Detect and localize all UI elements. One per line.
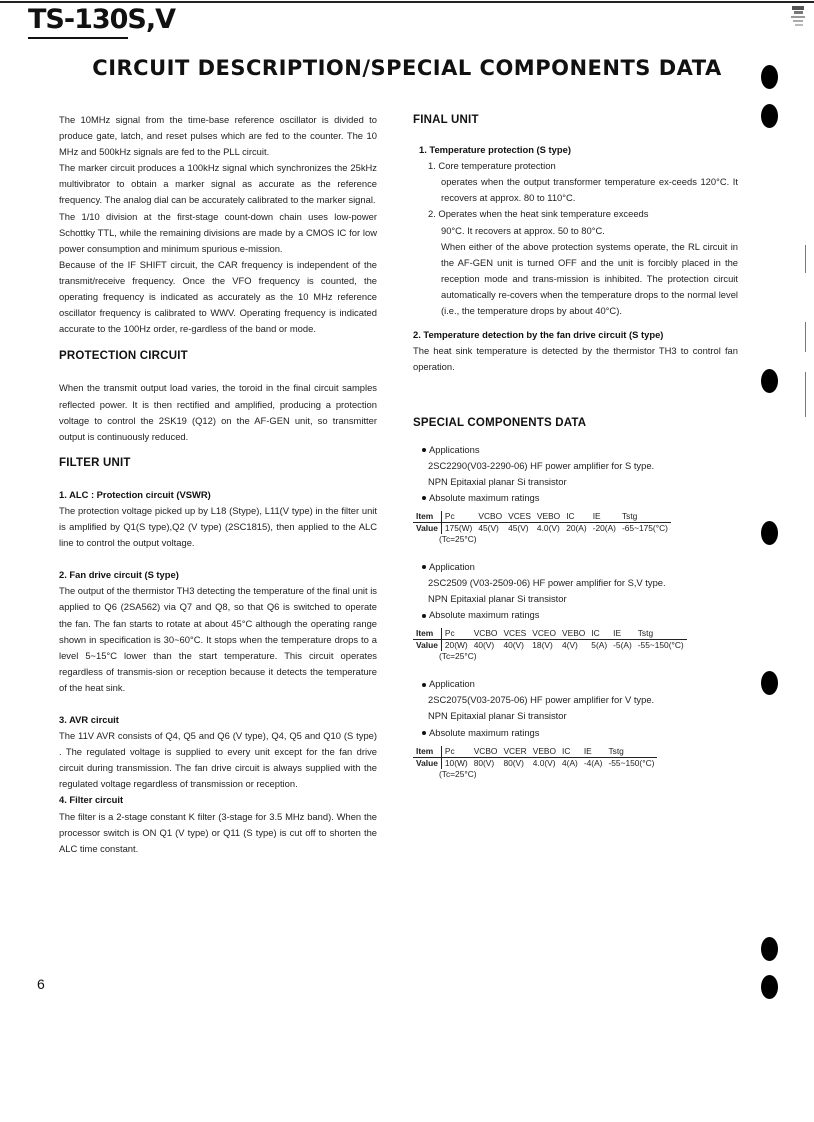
table-value-cell: Value: [413, 522, 441, 534]
component-application-heading: Application: [413, 559, 738, 575]
top-rule: [0, 1, 814, 3]
table-value-cell: 40(V): [503, 640, 524, 651]
temp-protection-item2-title: 2. Operates when the heat sink temperature exceeds: [428, 208, 649, 220]
ratings-heading: Absolute maximum ratings: [413, 725, 738, 741]
filter-circuit-heading: 4. Filter circuit: [59, 794, 124, 806]
bullet-icon: [422, 731, 426, 735]
intro-paragraph: Because of the IF SHIFT circuit, the CAR frequency is independent of the transmit/receive frequency. Once the VFO frequency is counted, the operating frequency is indicated as accurately as the 10 MHz reference oscillator frequency is calibrated to WWV. Operating frequency is indicated accurate to the 100Hz order, re-gardless of the band or mode.: [59, 258, 377, 335]
table-value-cell: 80(V): [503, 757, 524, 768]
table-value-cell: -20(A): [592, 522, 616, 533]
table-value-cell: 45(V): [478, 522, 499, 533]
table-header-cell: VEBO: [534, 511, 563, 523]
bullet-icon: [422, 496, 426, 500]
table-value-cell: -65~175(°C): [621, 522, 668, 533]
table-value-cell: 20(A): [566, 522, 587, 533]
binder-hole-icon: [761, 65, 778, 89]
component-application-heading: Applications: [413, 442, 738, 458]
table-header-cell: VCBO: [475, 511, 505, 523]
final-unit-heading: FINAL UNIT: [413, 114, 479, 126]
table-value-cell: Value: [413, 757, 441, 769]
scan-edge-mark: [805, 372, 806, 417]
binder-hole-icon: [761, 671, 778, 695]
temp-protection-item1-title: 1. Core temperature protection: [428, 160, 556, 172]
table-header-cell: Tstg: [605, 746, 657, 758]
component-type: NPN Epitaxial planar Si transistor: [428, 593, 567, 605]
table-value-cell: 18(V): [532, 640, 553, 651]
fan-drive-heading: 2. Fan drive circuit (S type): [59, 569, 179, 581]
table-value-cell: 80(V): [473, 757, 495, 768]
intro-paragraph: The 10MHz signal from the time-base reference oscillator is divided to produce gate, latch, and reset pulses which are fed to the counter. The 10 MHz and 500kHz signals are fed to the PLL circuit.: [59, 114, 377, 158]
table-header-cell: IC: [563, 511, 589, 523]
table-value-cell: -5(A): [613, 640, 632, 651]
page-title: CIRCUIT DESCRIPTION/SPECIAL COMPONENTS DATA: [92, 56, 722, 80]
binder-hole-icon: [761, 521, 778, 545]
table-value-cell: 45(V): [508, 522, 529, 533]
temp-protection-item1-text: operates when the output transformer temperature ex-ceeds 120°C. It recovers at approx. 80 to 110°C.: [441, 176, 738, 204]
intro-paragraph: The 1/10 division at the first-stage count-down chain uses low-power Schottky TTL, while the remaining divisions are made by a CMOS IC for low power consumption and minimum spurious e-mission.: [59, 210, 377, 254]
table-value-cell: 4.0(V): [532, 757, 556, 768]
component-application-heading: Application: [413, 676, 738, 692]
avr-text: The 11V AVR consists of Q4, Q5 and Q6 (V type), Q4, Q5 and Q10 (S type) . The regulated voltage is supplied to every unit except for the fan drive circuit during transmission. The fan drive circuit is always supplied with the regulated voltage regardless of transmission or reception.: [59, 730, 377, 790]
table-header-cell: VCES: [500, 628, 529, 640]
component-type: NPN Epitaxial planar Si transistor: [428, 475, 567, 487]
scan-edge-mark: [805, 245, 806, 273]
avr-heading: 3. AVR circuit: [59, 714, 119, 725]
table-header-cell: VCES: [505, 511, 534, 523]
table-header-cell: IE: [581, 746, 606, 758]
table-value-cell: -55~150(°C): [637, 640, 684, 651]
component-description: 2SC2290(V03-2290-06) HF power amplifier for S type.: [428, 459, 655, 471]
alc-text: The protection voltage picked up by L18 (Stype), L11(V type) in the filter unit is amplified by Q1(S type),Q2 (V type) (2SC1815), then applied to the ALC line to control the output voltage.: [59, 504, 377, 549]
protection-text: When the transmit output load varies, the toroid in the final circuit samples reflected power. It is then rectified and amplified, producing a protection voltage to control the 2SK19 (Q12) on the AF-GEN unit, so transmitter output is continuously reduced.: [59, 382, 377, 442]
ratings-table: [413, 511, 671, 534]
component-description: 2SC2509 (V03-2509-06) HF power amplifier for S,V type.: [428, 576, 666, 588]
temp-protection-heading: 1. Temperature protection (S type): [419, 144, 571, 156]
left-column: [59, 112, 377, 857]
table-header-cell: Pc: [441, 628, 470, 640]
test-condition: (Tc=25°C): [439, 768, 477, 779]
corner-stamp-icon: [788, 4, 808, 34]
temp-detection-text: The heat sink temperature is detected by the thermistor TH3 to control fan operation.: [413, 345, 738, 373]
table-header-cell: Item: [413, 511, 441, 523]
test-condition: (Tc=25°C): [439, 651, 477, 662]
binder-hole-icon: [761, 937, 778, 961]
filter-unit-heading: FILTER UNIT: [59, 456, 131, 469]
component-type: NPN Epitaxial planar Si transistor: [428, 710, 567, 722]
component-description: 2SC2075(V03-2075-06) HF power amplifier for V type.: [428, 694, 655, 706]
filter-circuit-text: The filter is a 2-stage constant K filter (3-stage for 3.5 MHz band). When the processor switch is ON Q1 (V type) or Q11 (S type) is cut off to shorten the ALC time constant.: [59, 810, 377, 854]
table-value-cell: 5(A): [591, 640, 608, 651]
alc-heading: 1. ALC : Protection circuit (VSWR): [59, 488, 211, 500]
table-value-cell: 10(W): [444, 757, 468, 768]
table-header-cell: Tstg: [619, 511, 671, 523]
binder-hole-icon: [761, 975, 778, 999]
ratings-table: [413, 628, 687, 651]
model-underline: [28, 37, 128, 39]
binder-hole-icon: [761, 369, 778, 393]
bullet-icon: [422, 448, 426, 452]
fan-drive-text: The output of the thermistor TH3 detecting the temperature of the final unit is applied to Q6 (2SA562) via Q7 and Q8, so that Q6 is switched to operate the fan. The fan starts to rotate at about 45°C although the operating range shown in specification is 30~60°C. It stops when the temperature drops to a level 5~15°C lower than the start temperature. This circuit operates regardless of transmis-sion or reception because it detects the temperature of the heat sink.: [59, 585, 377, 693]
table-header-cell: IC: [588, 628, 610, 640]
table-value-cell: 4(A): [562, 757, 578, 768]
bullet-icon: [422, 565, 426, 569]
temp-protection-note: When either of the above protection systems operate, the RL circuit in the AF-GEN unit is turned OFF and the unit is forcibly placed in the reception mode and trans-mission is inhibited. The protection circuit automatically re-covers when the temperature drops to the normal level (i.e., the temperature drops by about 40°C).: [441, 240, 738, 317]
table-value-cell: 4.0(V): [536, 522, 560, 533]
table-value-cell: Value: [413, 640, 441, 652]
table-header-cell: Pc: [441, 511, 475, 523]
table-header-cell: VEBO: [559, 628, 588, 640]
page-number: 6: [37, 976, 45, 992]
table-header-cell: Item: [413, 746, 441, 758]
table-value-cell: 20(W): [444, 640, 468, 651]
table-header-cell: VCER: [500, 746, 529, 758]
ratings-table: [413, 746, 657, 769]
protection-heading: PROTECTION CIRCUIT: [59, 350, 188, 363]
table-header-cell: VCBO: [471, 628, 501, 640]
temp-protection-item2-text: 90°C. It recovers at approx. 50 to 80°C.: [441, 224, 605, 236]
table-header-cell: VCEO: [529, 628, 559, 640]
binder-hole-icon: [761, 104, 778, 128]
bullet-icon: [422, 614, 426, 618]
table-value-cell: 40(V): [473, 640, 495, 651]
table-header-cell: Item: [413, 628, 441, 640]
intro-paragraph: The marker circuit produces a 100kHz signal which synchronizes the 25kHz multivibrator to obtain a marker signal as accurate as the reference frequency. The analog dial can be accurately calibrated to the marker signal.: [59, 162, 377, 206]
table-value-cell: -4(A): [583, 757, 603, 768]
table-header-cell: Pc: [441, 746, 470, 758]
bullet-icon: [422, 683, 426, 687]
table-header-cell: Tstg: [635, 628, 687, 640]
ratings-heading: Absolute maximum ratings: [413, 607, 738, 623]
table-header-cell: VCBO: [471, 746, 501, 758]
special-components-heading: SPECIAL COMPONENTS DATA: [413, 417, 587, 430]
ratings-heading: Absolute maximum ratings: [413, 490, 738, 506]
temp-detection-heading: 2. Temperature detection by the fan drive circuit (S type): [413, 329, 664, 341]
table-header-cell: VEBO: [530, 746, 559, 758]
table-header-cell: IE: [590, 511, 619, 523]
scan-edge-mark: [805, 322, 806, 352]
table-value-cell: 4(V): [562, 640, 578, 651]
right-column: [413, 112, 738, 780]
test-condition: (Tc=25°C): [439, 533, 477, 544]
table-header-cell: IC: [559, 746, 581, 758]
table-value-cell: 175(W): [444, 522, 473, 533]
table-value-cell: -55~150(°C): [608, 757, 655, 768]
model-name: TS-130S,V: [28, 4, 176, 35]
table-header-cell: IE: [610, 628, 635, 640]
